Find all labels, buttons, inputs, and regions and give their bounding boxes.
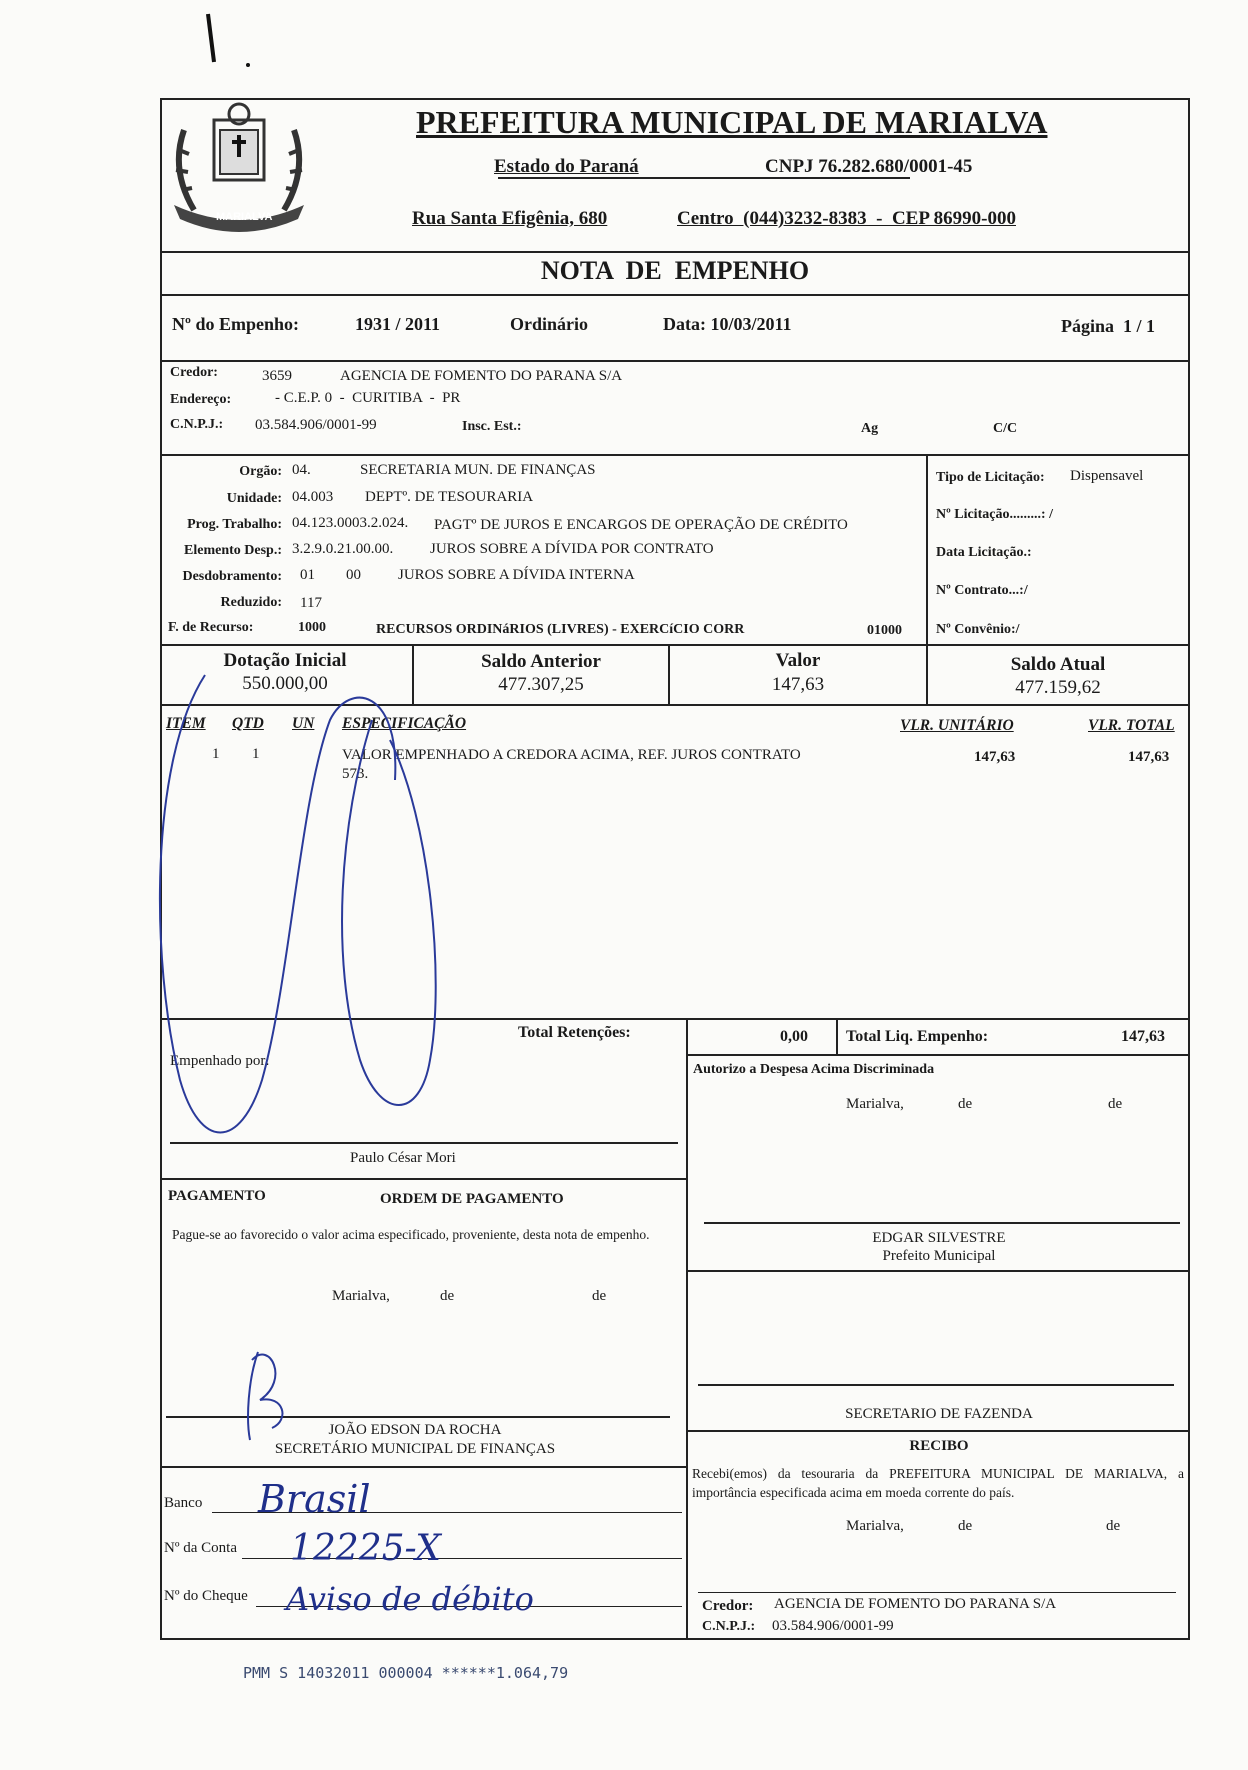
- col-item-header: ITEM: [166, 715, 206, 732]
- prog-trabalho-desc: PAGTº DE JUROS E ENCARGOS DE OPERAÇÃO DE CRÉDITO: [434, 517, 848, 533]
- desdobramento-code-1: 01: [300, 567, 315, 583]
- total-retencoes-label: Total Retenções:: [518, 1024, 631, 1041]
- fonte-recurso-code-2: 01000: [867, 623, 902, 638]
- desdobramento-desc: JUROS SOBRE A DÍVIDA INTERNA: [398, 567, 635, 583]
- empenhado-por-label: Empenhado por:: [170, 1053, 270, 1069]
- pagamento-city: Marialva,: [332, 1288, 390, 1304]
- total-liquido-value: 147,63: [1121, 1028, 1165, 1045]
- reduzido-label: Reduzido:: [220, 595, 282, 610]
- recibo-de-1: de: [958, 1518, 973, 1534]
- tipo-licitacao-label: Tipo de Licitação:: [936, 470, 1045, 485]
- dotacao-inicial-value: 550.000,00: [242, 673, 328, 694]
- state-label: Estado do Paraná: [494, 156, 639, 177]
- num-licitacao-label: Nº Licitação.........: /: [936, 507, 1053, 522]
- autorizo-city: Marialva,: [846, 1096, 904, 1112]
- secretario-fazenda-label: SECRETARIO DE FAZENDA: [845, 1406, 1033, 1422]
- coat-of-arms-icon: [164, 100, 314, 248]
- orgao-label: Orgão:: [239, 464, 282, 479]
- num-convenio-label: Nº Convênio:/: [936, 622, 1020, 637]
- dotacao-inicial-label: Dotação Inicial: [223, 650, 347, 671]
- document-title: NOTA DE EMPENHO: [540, 256, 810, 285]
- credor-label: Credor:: [170, 365, 218, 380]
- elemento-desp-label: Elemento Desp.:: [184, 543, 282, 558]
- cnpj-label: CNPJ 76.282.680/0001-45: [765, 156, 973, 177]
- recibo-credor-label: Credor:: [702, 1598, 754, 1614]
- fonte-recurso-code: 1000: [298, 620, 326, 635]
- row-especificacao: VALOR EMPENHADO A CREDORA ACIMA, REF. JUROS CONTRATO: [342, 747, 801, 763]
- autorizo-label: Autorizo a Despesa Acima Discriminada: [693, 1062, 935, 1077]
- col-vlr-unitario-header: VLR. UNITÁRIO: [900, 717, 1014, 734]
- autorizo-de-2: de: [1108, 1096, 1123, 1112]
- pagamento-text: Pague-se ao favorecido o valor acima especificado, proveniente, desta nota de empenho.: [172, 1227, 650, 1242]
- recibo-de-2: de: [1106, 1518, 1121, 1534]
- credor-name: AGENCIA DE FOMENTO DO PARANA S/A: [340, 368, 623, 384]
- banco-label: Banco: [164, 1495, 203, 1511]
- insc-est-label: Insc. Est.:: [462, 419, 522, 434]
- empenho-date: Data: 10/03/2011: [663, 314, 792, 334]
- prefeito-role: Prefeito Municipal: [882, 1248, 996, 1264]
- cnpj-credor-value: 03.584.906/0001-99: [255, 417, 377, 433]
- row-qtd: 1: [252, 746, 260, 762]
- credor-code: 3659: [262, 368, 292, 384]
- autorizo-de-1: de: [958, 1096, 973, 1112]
- reduzido-value: 117: [300, 595, 322, 611]
- stray-mark-icon: [200, 10, 260, 70]
- page-title: PREFEITURA MUNICIPAL DE MARIALVA: [416, 104, 1048, 140]
- valor-label: Valor: [775, 650, 821, 671]
- total-retencoes-value: 0,00: [780, 1028, 808, 1045]
- row-vlr-unitario: 147,63: [974, 749, 1016, 765]
- fonte-recurso-desc: RECURSOS ORDINáRIOS (LIVRES) - EXERCíCIO CORR: [376, 622, 745, 637]
- desdobramento-label: Desdobramento:: [182, 569, 282, 584]
- contact-label: Centro (044)3232-8383 - CEP 86990-000: [677, 208, 1016, 229]
- recibo-text: Recebi(emos) da tesouraria da PREFEITURA MUNICIPAL DE MARIALVA, a importância especificada acima em moeda corrente do país.: [692, 1466, 1184, 1500]
- banco-handwritten: Brasil: [258, 1477, 371, 1521]
- nota-de-empenho-document: [160, 98, 1190, 1640]
- elemento-desp-desc: JUROS SOBRE A DÍVIDA POR CONTRATO: [430, 541, 714, 557]
- cnpj-credor-label: C.N.P.J.:: [170, 417, 224, 432]
- valor-value: 147,63: [771, 674, 825, 695]
- row-item: 1: [212, 746, 220, 762]
- num-contrato-label: Nº Contrato...:/: [936, 583, 1028, 598]
- row-vlr-total: 147,63: [1128, 749, 1170, 765]
- pagamento-label: PAGAMENTO: [168, 1188, 266, 1204]
- cheque-label: Nº do Cheque: [164, 1588, 248, 1604]
- saldo-atual-value: 477.159,62: [1015, 677, 1101, 698]
- empenho-number-label: Nº do Empenho:: [172, 314, 299, 334]
- unidade-label: Unidade:: [226, 491, 282, 506]
- col-vlr-total-header: VLR. TOTAL: [1088, 717, 1175, 734]
- empenho-type: Ordinário: [510, 314, 589, 334]
- pagamento-de-1: de: [440, 1288, 455, 1304]
- data-licitacao-label: Data Licitação.:: [936, 545, 1032, 560]
- orgao-code: 04.: [292, 462, 311, 478]
- recibo-cnpj-value: 03.584.906/0001-99: [772, 1618, 894, 1634]
- pagamento-de-2: de: [592, 1288, 607, 1304]
- recibo-city: Marialva,: [846, 1518, 904, 1534]
- secretario-financas-role: SECRETÁRIO MUNICIPAL DE FINANÇAS: [274, 1441, 556, 1457]
- saldo-atual-label: Saldo Atual: [1010, 654, 1106, 675]
- row-especificacao-cont: 573.: [342, 766, 369, 782]
- cc-label: C/C: [993, 421, 1018, 436]
- prog-trabalho-label: Prog. Trabalho:: [187, 517, 282, 532]
- cheque-handwritten: Aviso de débito: [286, 1580, 534, 1618]
- col-especificacao-header: ESPECIFICAÇÃO: [342, 715, 467, 732]
- orgao-desc: SECRETARIA MUN. DE FINANÇAS: [360, 462, 596, 478]
- recibo-cnpj-label: C.N.P.J.:: [702, 1619, 756, 1634]
- fonte-recurso-label: F. de Recurso:: [168, 620, 254, 635]
- prog-trabalho-code: 04.123.0003.2.024.: [292, 515, 409, 531]
- conta-label: Nº da Conta: [164, 1540, 237, 1556]
- recibo-label: RECIBO: [909, 1438, 969, 1454]
- conta-handwritten: 12225-X: [290, 1528, 442, 1569]
- prefeito-name: EDGAR SILVESTRE: [872, 1230, 1006, 1246]
- empenhado-por-name: Paulo César Mori: [350, 1150, 456, 1166]
- elemento-desp-code: 3.2.9.0.21.00.00.: [292, 541, 394, 557]
- secretario-financas-name: JOÃO EDSON DA ROCHA: [328, 1422, 502, 1438]
- empenho-number-value: 1931 / 2011: [355, 314, 441, 334]
- coat-of-arms-text: MARIALVA: [216, 211, 273, 223]
- col-un-header: UN: [292, 715, 315, 732]
- tipo-licitacao-value: Dispensavel: [1070, 468, 1144, 484]
- unidade-desc: DEPTº. DE TESOURARIA: [365, 489, 534, 505]
- col-qtd-header: QTD: [232, 715, 264, 732]
- ordem-pagamento-label: ORDEM DE PAGAMENTO: [380, 1191, 564, 1207]
- ag-label: Ag: [861, 421, 879, 436]
- endereco-label: Endereço:: [170, 392, 232, 407]
- saldo-anterior-label: Saldo Anterior: [481, 651, 601, 672]
- recibo-credor-value: AGENCIA DE FOMENTO DO PARANA S/A: [774, 1596, 1057, 1612]
- address-label: Rua Santa Efigênia, 680: [412, 208, 608, 229]
- page-number: Página 1 / 1: [1061, 316, 1156, 336]
- footer-stamp: PMM S 14032011 000004 ******1.064,79: [243, 1664, 569, 1682]
- desdobramento-code-2: 00: [346, 567, 361, 583]
- total-liquido-label: Total Liq. Empenho:: [846, 1028, 989, 1045]
- saldo-anterior-value: 477.307,25: [498, 674, 584, 695]
- unidade-code: 04.003: [292, 489, 334, 505]
- endereco-value: - C.E.P. 0 - CURITIBA - PR: [275, 390, 461, 406]
